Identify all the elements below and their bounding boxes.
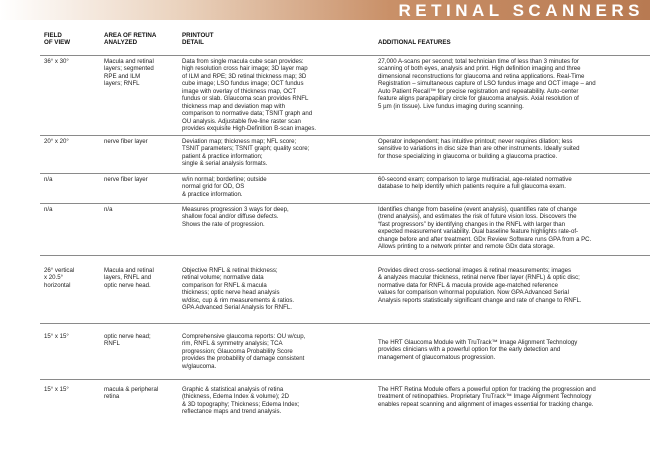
cell-field-of-view: 26° vertical x 20.5° horizontal: [44, 267, 75, 289]
cell-printout-detail: Objective RNFL & retinal thickness; retinal volume; normative data comparison for RNFL & macula thickness; optic nerve head analysis w/disc, cup & rim measurements & ratios. GPA Advanced Serial Analysis for RNFL.: [182, 267, 295, 312]
cell-area-analyzed: Macula and retinal layers; segmented RPE and ILM layers; RNFL: [104, 58, 154, 88]
cell-field-of-view: 15° x 15°: [44, 333, 69, 340]
cell-field-of-view: 15° x 15°: [44, 386, 69, 393]
cell-area-analyzed: macula & peripheral retina: [104, 386, 159, 401]
cell-printout-detail: Data from single macula cube scan provides: high resolution cross hair image; 3D layer map of ILM and RPE; 3D retinal thickness map; 3D cube image; LSO fundus image; OCT fundus image with overlay of thickness map, OCT fundus or slab. Glaucoma scan provides RNFL thickness map and deviation map with comparison to normative data; TSNIT graph and OU analysis. Adjustable five-line raster scan provides exquisite High-Definition B-scan images.: [182, 58, 317, 133]
cell-printout-detail: Measures progression 3 ways for deep, shallow focal and/or diffuse defects. Shows the rate of progression.: [182, 206, 289, 228]
cell-area-analyzed: nerve fiber layer: [104, 176, 148, 183]
title-banner: [0, 0, 650, 20]
row-divider: [40, 55, 650, 56]
cell-printout-detail: Comprehensive glaucoma reports: OU w/cup, rim, RNFL & symmetry analysis; TCA progression; Glaucoma Probability Score provides the probability of damage consistent w/glaucoma.: [182, 333, 306, 370]
cell-field-of-view: 20° x 20°: [44, 138, 69, 145]
cell-area-analyzed: n/a: [104, 206, 113, 213]
row-divider: [40, 203, 650, 204]
cell-additional-features: 27,000 A-scans per second; total technician time of less than 3 minutes for scanning of both eyes, analysis and print. High definition imaging and three dimensional reconstructions for glaucoma and retina applications. Real-Time Registration – simultaneous capture of LSO fundus image and OCT image – and Auto Patient Recall™ for precise registration and repeatability. Auto-center feature aligns parapapillary circle for glaucoma analysis. Axial resolution of 5 µm (in tissue). Live fundus imaging during scanning.: [378, 58, 596, 110]
cell-additional-features: Operator independent; has intuitive printout; never requires dilation; less sensitive to variations in disc size than are other instruments. Ideally suited for those specializing in glaucoma or building a glaucoma practice.: [378, 138, 580, 160]
row-divider: [40, 379, 650, 380]
cell-printout-detail: Graphic & statistical analysis of retina (thickness, Edema Index & volume); 2D & 3D topography; Thickness; Edema Index; reflectance maps and trend analysis.: [182, 386, 300, 416]
cell-printout-detail: Deviation map; thickness map; NFL score; TSNIT parameters; TSNIT graph; quality score; patient & practice information; single & serial analysis formats.: [182, 138, 310, 168]
cell-field-of-view: n/a: [44, 176, 53, 183]
cell-additional-features: The HRT Retina Module offers a powerful option for tracking the progression and treatment of retinopathies. Proprietary TruTrack™ Image Alignment Technology enables repeat scanning and alignment of images essential for tracking change.: [378, 386, 596, 408]
cell-area-analyzed: Macula and retinal layers, RNFL and optic nerve head.: [104, 267, 154, 289]
cell-area-analyzed: optic nerve head; RNFL: [104, 333, 151, 348]
cell-area-analyzed: nerve fiber layer: [104, 138, 148, 145]
cell-field-of-view: n/a: [44, 206, 53, 213]
cell-field-of-view: 36° x 30°: [44, 58, 69, 65]
cell-additional-features: 60-second exam; comparison to large multiracial, age-related normative database to help identify which patients require a full glaucoma exam.: [378, 176, 572, 191]
row-divider: [40, 255, 650, 256]
row-divider: [40, 135, 650, 136]
cell-printout-detail: w/in normal; borderline; outside normal grid for OD, OS & practice information.: [182, 176, 267, 198]
cell-additional-features: Provides direct cross-sectional images & retinal measurements; images & analyzes macular thickness, retinal nerve fiber layer (RNFL) & optic disc; normative data for RNFL & macula provide age-matched reference values for comparison w/normal population. Now GPA Advanced Serial Analysis reports statistically significant change and rate of change to RNFL.: [378, 267, 582, 304]
row-divider: [40, 173, 650, 174]
header-printout-detail: PRINTOUT DETAIL: [182, 32, 214, 47]
row-divider: [40, 323, 650, 324]
cell-additional-features: The HRT Glaucoma Module with TruTrack™ Image Alignment Technology provides clinicians with a powerful option for the early detection and management of glaucomatous progression.: [378, 339, 578, 361]
cell-additional-features: Identifies change from baseline (event analysis), quantifies rate of change (trend analysis), and estimates the risk of future vision loss. Discovers the “fast progressors” by identifying changes in the RNFL with larger than expected measurement variability. Dual baseline feature highlights rate-of- change before and after treatment. GDx Review Software runs GPA from a PC. Allows printing to a network printer and remote GDx data storage.: [378, 206, 592, 251]
table-header: [0, 25, 650, 55]
header-area-of-retina: AREA OF RETINA ANALYZED: [104, 32, 157, 47]
banner-title: RETINAL SCANNERS: [398, 1, 644, 20]
header-field-of-view: FIELD OF VIEW: [44, 32, 71, 47]
header-additional-features: ADDITIONAL FEATURES: [378, 39, 451, 46]
